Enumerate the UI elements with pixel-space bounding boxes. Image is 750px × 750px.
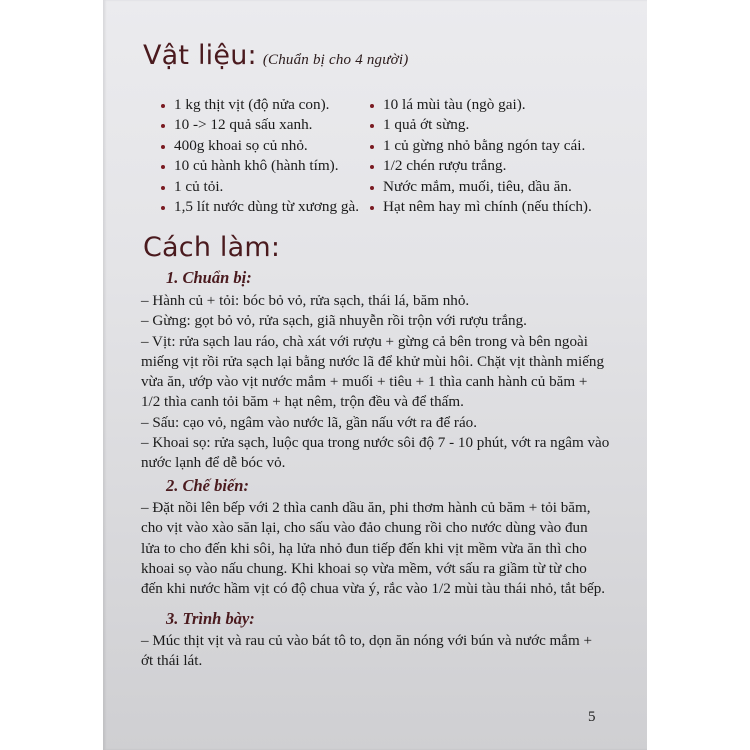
bullet-icon [370, 124, 374, 128]
paragraph-line: – Đặt nồi lên bếp với 2 thìa canh dầu ăn, phi thơm hành củ băm + tỏi băm, [141, 500, 591, 516]
paragraph-line: khoai sọ vào nấu chung. Khi khoai sọ vừa mềm, vớt sấu ra giầm từ từ cho [141, 560, 587, 577]
ingredient-item: 1 kg thịt vịt (độ nửa con). [160, 95, 359, 115]
bullet-icon [161, 124, 165, 128]
section-heading-cook: 2. Chế biến: [166, 476, 249, 495]
method-heading: Cách làm: [143, 232, 281, 263]
bullet-icon [370, 165, 374, 169]
section-body-serve [141, 631, 637, 672]
section-body-prepare [141, 291, 637, 474]
bullet-icon [370, 186, 374, 190]
bullet-icon [161, 165, 165, 169]
paragraph-line: – Sấu: cạo vỏ, ngâm vào nước lã, gần nấu vớt ra để ráo. [141, 414, 477, 431]
paragraph-line: ớt thái lát. [141, 653, 203, 670]
paragraph-line: – Vịt: rửa sạch lau ráo, chà xát với rượu + gừng cả bên trong và bên ngoài [141, 333, 588, 350]
paragraph-line: đến khi nước hầm vịt có độ chua vừa ý, rắc vào 1/2 mùi tàu thái nhỏ, tắt bếp. [141, 581, 606, 598]
ingredients-left-list [160, 95, 359, 217]
paragraph-line: cho vịt vào xào săn lại, cho sấu vào đảo chung rồi cho nước dùng vào đun [141, 520, 588, 537]
section-heading-prepare: 1. Chuẩn bị: [166, 268, 252, 287]
bullet-icon [161, 145, 165, 149]
paragraph-line: – Khoai sọ: rửa sạch, luộc qua trong nước sôi độ 7 - 10 phút, vớt ra ngâm vào [141, 435, 610, 452]
paragraph-line: – Gừng: gọt bỏ vỏ, rửa sạch, giã nhuyễn rồi trộn với rượu trắng. [141, 313, 527, 330]
section-heading-serve: 3. Trình bày: [166, 609, 255, 628]
ingredients-right-list [369, 95, 592, 217]
ingredient-item: 400g khoai sọ củ nhỏ. [160, 136, 359, 156]
ingredients-title: Vật liệu: [143, 40, 257, 71]
section-body-cook [141, 498, 637, 599]
ingredient-item: Nước mắm, muối, tiêu, dầu ăn. [369, 177, 592, 197]
ingredient-item: 10 củ hành khô (hành tím). [160, 156, 359, 176]
ingredient-item: 1 củ gừng nhỏ bằng ngón tay cái. [369, 136, 592, 156]
bullet-icon [161, 104, 165, 108]
paragraph-line: vừa ăn, ướp vào vịt nước mắm + muối + tiêu + 1 thìa canh hành củ băm + [141, 374, 588, 391]
bullet-icon [161, 186, 165, 190]
page-number: 5 [588, 709, 596, 725]
paragraph-line: – Múc thịt vịt và rau củ vào bát tô to, dọn ăn nóng với bún và nước mắm + [141, 633, 593, 649]
bullet-icon [370, 145, 374, 149]
paragraph-line: miếng vịt rồi rửa sạch lại bằng nước lã để khử mùi hôi. Chặt vịt thành miếng [141, 353, 605, 370]
ingredient-item: 1/2 chén rượu trắng. [369, 156, 592, 176]
ingredient-item: 1,5 lít nước dùng từ xương gà. [160, 197, 359, 217]
bullet-icon [161, 206, 165, 210]
ingredient-item: 1 củ tỏi. [160, 177, 359, 197]
paragraph-line: – Hành củ + tỏi: bóc bỏ vỏ, rửa sạch, thái lá, băm nhỏ. [141, 293, 470, 309]
bullet-icon [370, 104, 374, 108]
bullet-icon [370, 206, 374, 210]
ingredient-item: Hạt nêm hay mì chính (nếu thích). [369, 197, 592, 217]
ingredient-item: 10 -> 12 quả sấu xanh. [160, 115, 359, 135]
servings-note: (Chuẩn bị cho 4 người) [262, 52, 409, 68]
paragraph-line: lửa to cho đến khi sôi, hạ lửa nhỏ đun tiếp đến khi vịt mềm vừa ăn thì cho [141, 540, 587, 557]
ingredients-heading [143, 40, 408, 71]
ingredient-item: 1 quả ớt sừng. [369, 115, 592, 135]
paragraph-line: 1/2 thìa canh tỏi băm + hạt nêm, trộn đều và để thấm. [141, 394, 464, 411]
ingredient-item: 10 lá mùi tàu (ngò gai). [369, 95, 592, 115]
paragraph-line: nước lạnh để dễ bóc vỏ. [141, 455, 286, 472]
